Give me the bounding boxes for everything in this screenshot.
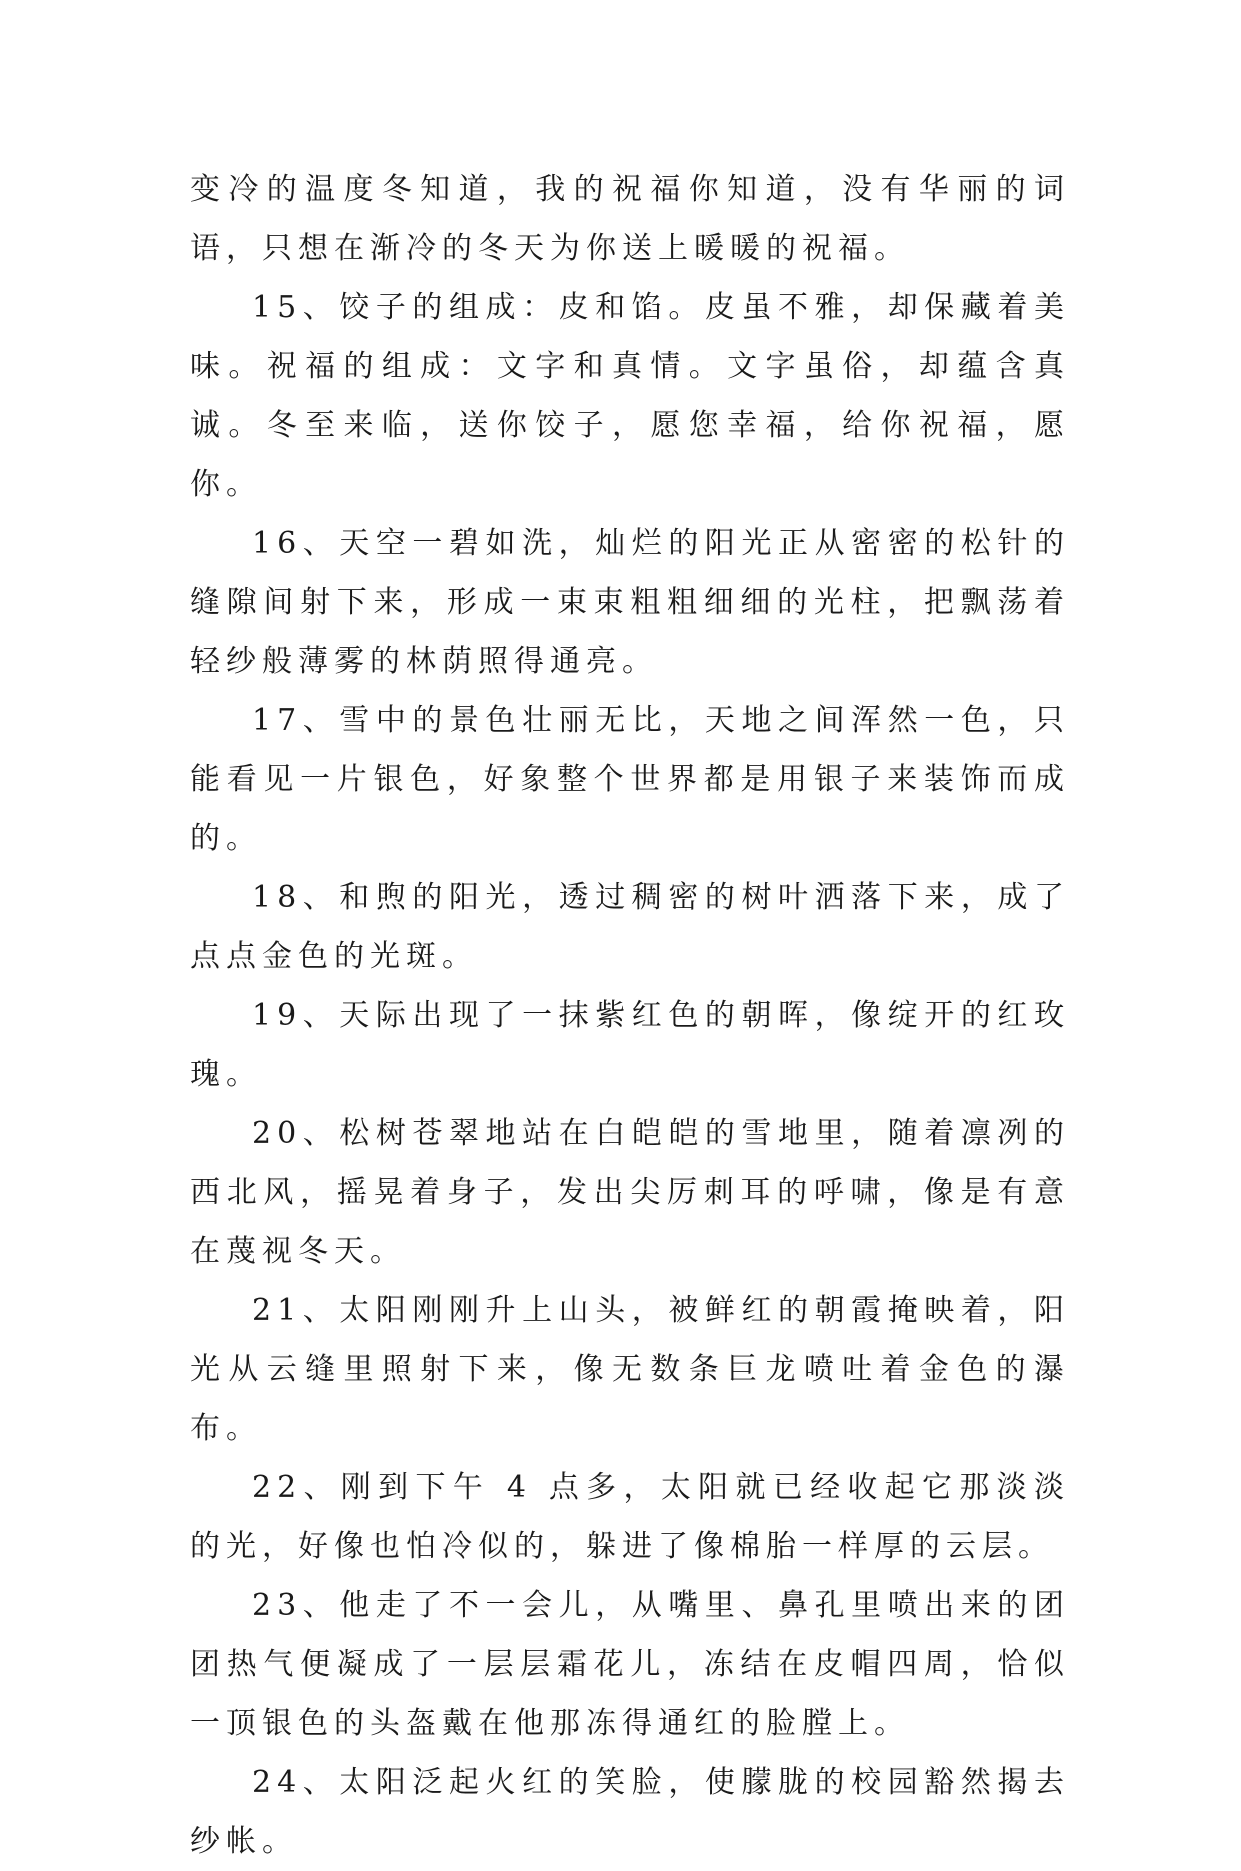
paragraph-23: 23、他走了不一会儿，从嘴里、鼻孔里喷出来的团团热气便凝成了一层层霜花儿，冻结在皮帽四周，恰似一顶银色的头盔戴在他那冻得通红的脸膛上。 (190, 1588, 1070, 1741)
paragraph-19: 19、天际出现了一抹紫红色的朝晖，像绽开的红玫瑰。 (190, 998, 1070, 1092)
paragraph-24: 24、太阳泛起火红的笑脸，使朦胧的校园豁然揭去纱帐。 (190, 1765, 1070, 1859)
paragraph-18: 18、和煦的阳光，透过稠密的树叶洒落下来，成了点点金色的光斑。 (190, 880, 1070, 974)
paragraph-20: 20、松树苍翠地站在白皑皑的雪地里，随着凛冽的西北风，摇晃着身子，发出尖厉刺耳的呼啸，像是有意在蔑视冬天。 (190, 1116, 1070, 1269)
paragraph-22: 22、刚到下午 4 点多，太阳就已经收起它那淡淡的光，好像也怕冷似的，躲进了像棉胎一样厚的云层。 (190, 1470, 1070, 1564)
document-body (190, 160, 1070, 1871)
paragraph-15: 15、饺子的组成：皮和馅。皮虽不雅，却保藏着美味。祝福的组成：文字和真情。文字虽俗，却蕴含真诚。冬至来临，送你饺子，愿您幸福，给你祝福，愿你。 (190, 290, 1070, 502)
paragraph-21: 21、太阳刚刚升上山头，被鲜红的朝霞掩映着，阳光从云缝里照射下来，像无数条巨龙喷吐着金色的瀑布。 (190, 1293, 1070, 1446)
paragraph-intro: 变冷的温度冬知道，我的祝福你知道，没有华丽的词语，只想在渐冷的冬天为你送上暖暖的祝福。 (190, 172, 1070, 266)
paragraph-16: 16、天空一碧如洗，灿烂的阳光正从密密的松针的缝隙间射下来，形成一束束粗粗细细的光柱，把飘荡着轻纱般薄雾的林荫照得通亮。 (190, 526, 1070, 679)
paragraph-17: 17、雪中的景色壮丽无比，天地之间浑然一色，只能看见一片银色，好象整个世界都是用银子来装饰而成的。 (190, 703, 1070, 856)
